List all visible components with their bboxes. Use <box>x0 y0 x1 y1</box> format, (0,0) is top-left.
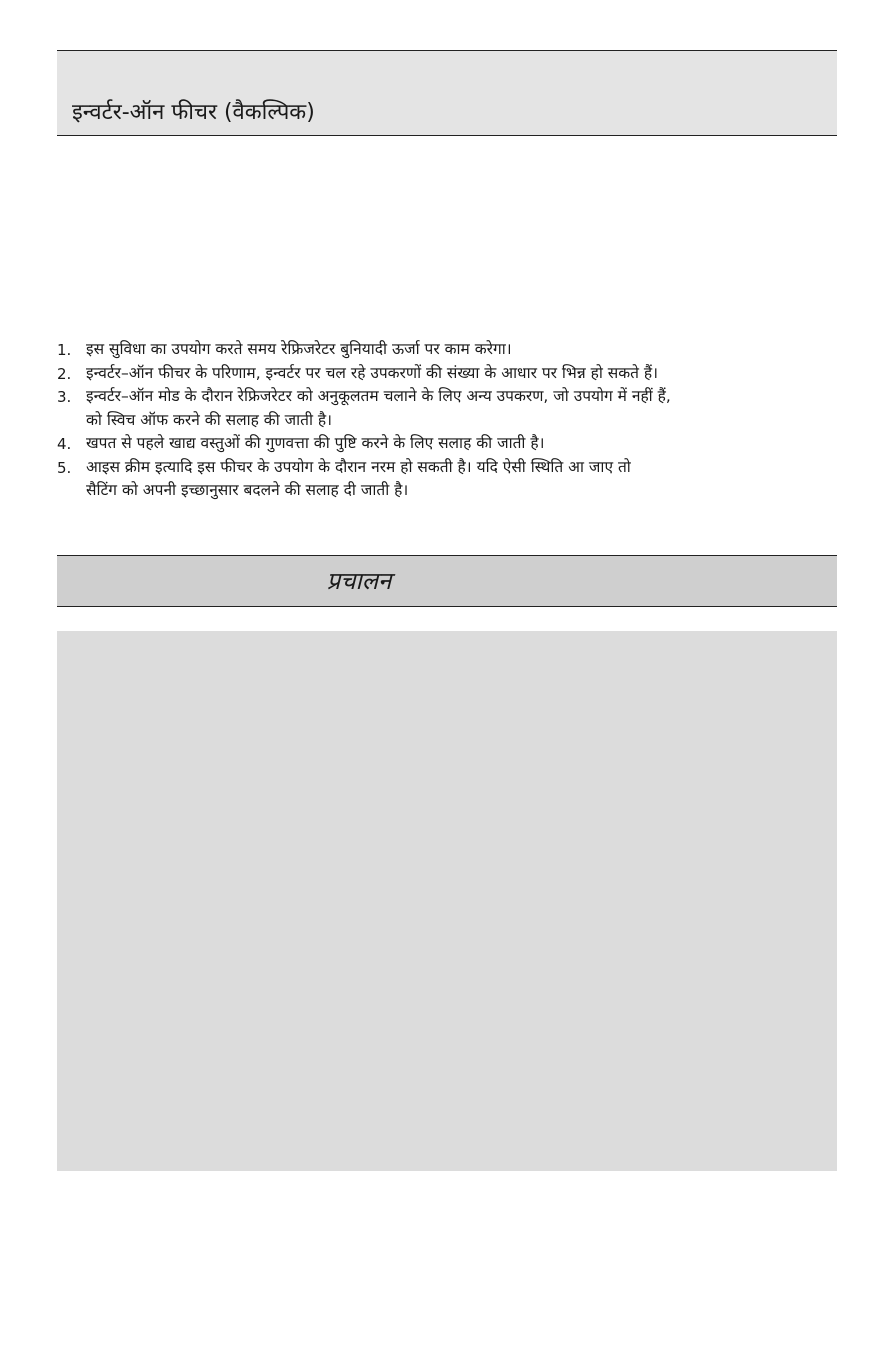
note-text-line: इस सुविधा का उपयोग करते समय रेफ्रिजरेटर बुनियादी ऊर्जा पर काम करेगा। <box>86 340 512 358</box>
operation-content-panel <box>57 631 837 1171</box>
feature-title: इन्वर्टर-ऑन फीचर (वैकल्पिक) <box>72 100 315 125</box>
note-item <box>57 362 837 386</box>
note-text-line: खपत से पहले खाद्य वस्तुओं की गुणवत्ता की पुष्टि करने के लिए सलाह की जाती है। <box>86 434 545 452</box>
note-number: 4. <box>57 435 72 453</box>
note-text-line: को स्विच ऑफ करने की सलाह की जाती है। <box>86 410 333 429</box>
note-number: 3. <box>57 388 72 406</box>
feature-header <box>57 51 837 136</box>
section-title: प्रचालन <box>326 567 392 595</box>
note-number: 2. <box>57 364 72 383</box>
note-text-line: इन्वर्टर–ऑन मोड के दौरान रेफ्रिजरेटर को अनुकूलतम चलाने के लिए अन्य उपकरण, जो उपयोग में नहीं हैं, <box>86 387 671 405</box>
note-number: 5. <box>57 458 72 477</box>
note-item <box>57 385 837 432</box>
feature-notes-list <box>57 338 837 503</box>
note-text-line: इन्वर्टर–ऑन फीचर के परिणाम, इन्वर्टर पर चल रहे उपकरणों की संख्या के आधार पर भिन्न हो सकते हैं। <box>86 363 659 382</box>
note-item <box>57 456 837 503</box>
note-item <box>57 432 837 456</box>
operation-section-header <box>57 555 837 607</box>
note-number: 1. <box>57 341 72 359</box>
note-text-line: सैटिंग को अपनी इच्छानुसार बदलने की सलाह दी जाती है। <box>86 481 409 499</box>
note-item <box>57 338 837 362</box>
note-text-line: आइस क्रीम इत्यादि इस फीचर के उपयोग के दौरान नरम हो सकती है। यदि ऐसी स्थिति आ जाए तो <box>86 457 631 476</box>
